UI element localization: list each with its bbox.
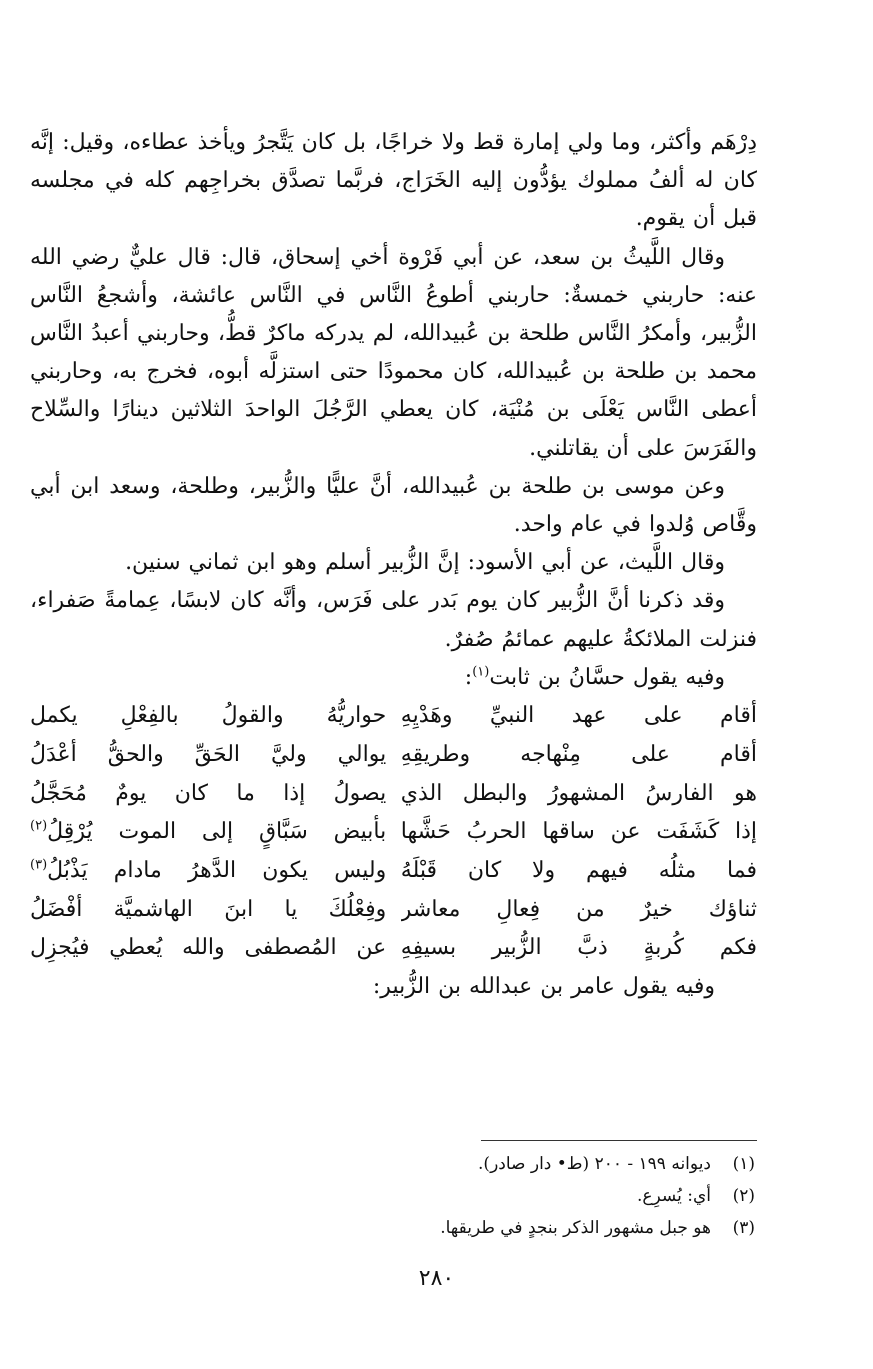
second-hemistich (30, 736, 386, 774)
verse (30, 929, 757, 968)
poem-intro-colon: : (464, 664, 473, 690)
footnote-divider (481, 1140, 757, 1141)
footnote (255, 1180, 755, 1212)
second-hemistich (30, 813, 386, 851)
verse (30, 852, 757, 891)
first-hemistich: أقام على عهد النبيِّ وهَدْيِهِ (400, 703, 757, 729)
first-hemistich: ثناؤك خيرٌ من فِعالِ معاشر (400, 896, 757, 922)
footnote-number: (٢) (732, 1186, 755, 1206)
footnote-number: (٣) (732, 1218, 755, 1238)
paragraph: وقال اللَّيثُ بن سعد، عن أبي فَرْوة أخي إسحاق، قال: قال عليٌّ رضي الله عنه: حاربني خمسةٌ: حاربني أطوعُ النَّاس في النَّاس عائشة، وأشجعُ النَّاس الزُّبير، وأمكرُ النَّاس طلحة بن عُبيدالله، لم يدركه ماكرٌ قطُّ، وحاربني أعبدُ النَّاس محمد بن طلحة بن عُبيدالله، كان محمودًا حتى استزلَّه أبوه، فخرج به، وحاربني أعطى النَّاس يَعْلَى بن مُنْيَة، كان يعطي الرَّجُلَ الواحدَ الثلاثين دينارًا والسِّلاح والفَرَسَ على أن يقاتلني. (30, 244, 757, 461)
first-hemistich: فكم كُربةٍ ذبَّ الزُّبير بسيفِهِ (400, 935, 757, 961)
footnote (255, 1212, 755, 1244)
second-hemistich-text: يوالي وليَّ الحَقِّ والحقُّ أعْدَلُ (30, 741, 387, 767)
second-hemistich (30, 891, 386, 929)
second-hemistich-text: يصولُ إذا ما كان يومٌ مُحَجَّلُ (30, 780, 387, 806)
page-number: ٢٨٠ (418, 1266, 455, 1291)
verse (30, 774, 757, 813)
second-hemistich (30, 697, 386, 735)
poem (30, 697, 757, 968)
footnote-text: هو جبل مشهور الذكر بنجدٍ في طريقها. (440, 1218, 711, 1238)
footnote (255, 1148, 755, 1180)
paragraph: وقال اللَّيث، عن أبي الأسود: إنَّ الزُّبير أسلم وهو ابن ثماني سنين. (125, 550, 725, 576)
footnotes (255, 1148, 755, 1244)
second-hemistich (30, 852, 386, 890)
verse (30, 813, 757, 852)
verse (30, 890, 757, 929)
second-hemistich-text: وفِعْلُكَ يا ابنَ الهاشميَّة أفْضَلُ (30, 896, 387, 922)
footnote-text: ديوانه ١٩٩ - ٢٠٠ (ط• دار صادر). (478, 1154, 711, 1174)
paragraph: دِرْهَم وأكثر، وما ولي إمارة قط ولا خراجًا، بل كان يَتَّجرُ ويأخذ عطاءه، وقيل: إنَّه كان له ألفُ مملوك يؤدُّون إليه الخَرَاج، فربَّما تصدَّق بخراجِهم كله في مجلسه قبل أن يقوم. (30, 130, 757, 232)
footnote-text: أي: يُسرِع. (637, 1186, 711, 1206)
footnote-ref: (٢) (30, 819, 48, 835)
first-hemistich: هو الفارسُ المشهورُ والبطل الذي (400, 780, 757, 806)
paragraph: وقد ذكرنا أنَّ الزُّبير كان يوم بَدر على فَرَس، وأنَّه كان لابسًا، عِمامةً صَفراء، فنزلت الملائكةُ عليهم عمائمُ صُفرٌ. (30, 588, 757, 652)
footnote-number: (١) (732, 1154, 755, 1174)
first-hemistich: فما مثلُه فيهم ولا كان قَبْلَهُ (400, 858, 757, 884)
second-hemistich-text: حواريُّهُ والقولُ بالفِعْلِ يكمل (30, 703, 387, 729)
second-hemistich (30, 775, 386, 813)
paragraph: وعن موسى بن طلحة بن عُبيدالله، أنَّ عليًّا والزُّبير، وطلحة، وسعد ابن أبي وقَّاص وُلدوا في عام واحد. (30, 473, 757, 538)
second-hemistich-text: بأبيض سَبَّاقٍ إلى الموت يُرْقِلُ (47, 819, 387, 845)
verse (30, 697, 757, 736)
second-hemistich-text: عن المُصطفى والله يُعطي فيُجزِل (30, 935, 387, 961)
first-hemistich: إذا كَشَفَت عن ساقها الحربُ حَشَّها (400, 819, 757, 845)
closing-line: وفيه يقول عامر بن عبدالله بن الزُّبير: (372, 973, 715, 999)
footnote-ref: (١) (472, 664, 490, 680)
second-hemistich (30, 929, 386, 967)
footnote-ref: (٣) (30, 857, 48, 873)
main-text (30, 124, 757, 1006)
poem-intro (30, 659, 757, 697)
second-hemistich-text: وليس يكون الدَّهرُ مادام يَذْبُلُ (47, 858, 387, 884)
first-hemistich: أقام على مِنْهاجه وطريقِهِ (400, 741, 757, 767)
poem-intro-text: وفيه يقول حسَّانُ بن ثابت (489, 664, 725, 690)
verse (30, 736, 757, 775)
